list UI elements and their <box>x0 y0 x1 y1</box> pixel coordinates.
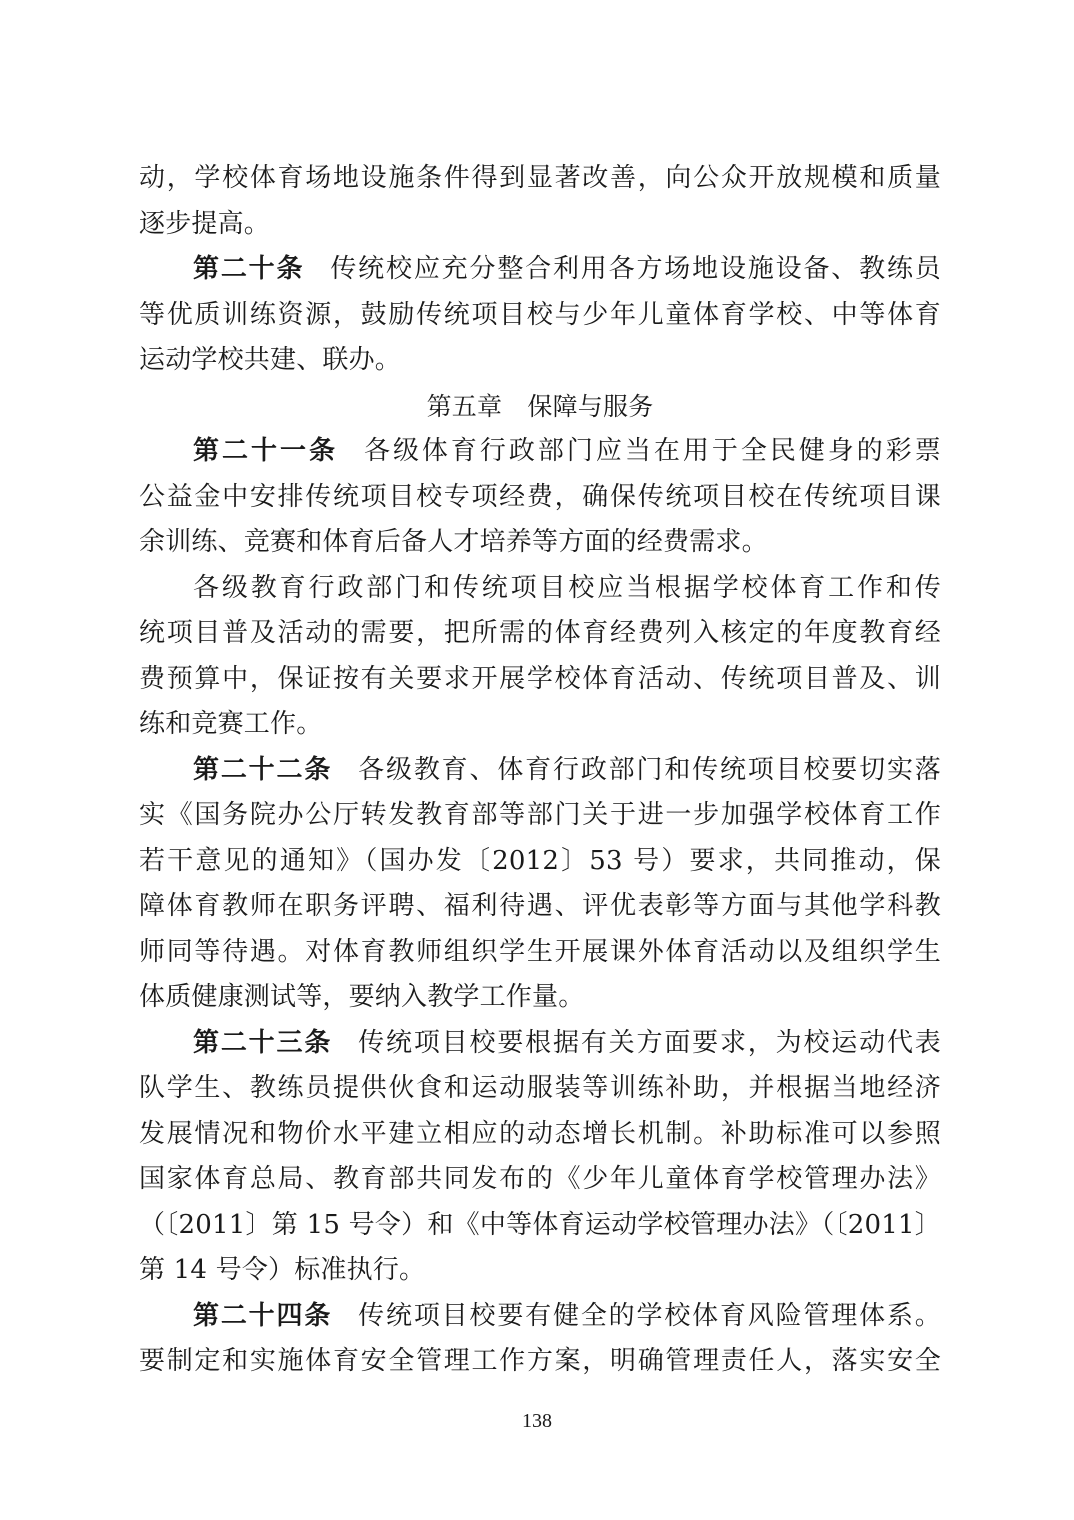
text-line: 统项目普及活动的需要，把所需的体育经费列入核定的年度教育经 <box>139 618 941 648</box>
text-line: 动，学校体育场地设施条件得到显著改善，向公众开放规模和质量 <box>139 163 941 193</box>
article-21 <box>139 429 941 566</box>
document-body <box>139 156 941 1385</box>
article-number: 第二十一条 <box>193 436 338 466</box>
text-line: 传统项目校要有健全的学校体育风险管理体系。 <box>358 1300 941 1331</box>
text-line: （〔2011〕第 15 号令）和《中等体育运动学校管理办法》（〔2011〕 <box>139 1209 941 1240</box>
text-line: 若干意见的通知》（国办发〔2012〕53 号）要求，共同推动，保 <box>139 845 941 876</box>
text-line: 发展情况和物价水平建立相应的动态增长机制。补助标准可以参照 <box>139 1118 941 1149</box>
text-line: 运动学校共建、联办。 <box>139 345 402 375</box>
text-line: 各级教育行政部门和传统项目校应当根据学校体育工作和传 <box>193 572 941 603</box>
text-line: 实《国务院办公厅转发教育部等部门关于进一步加强学校体育工作 <box>139 800 941 830</box>
paragraph-education-funding <box>139 566 941 748</box>
text-line: 传统项目校要根据有关方面要求，为校运动代表 <box>358 1027 941 1058</box>
article-number: 第二十三条 <box>193 1027 333 1058</box>
article-22 <box>139 748 941 1021</box>
text-line: 公益金中安排传统项目校专项经费，确保传统项目校在传统项目课 <box>139 481 941 512</box>
text-line: 体质健康测试等，要纳入教学工作量。 <box>139 982 585 1012</box>
text-line: 练和竞赛工作。 <box>139 709 323 739</box>
text-line: 各级教育、体育行政部门和传统项目校要切实落 <box>358 754 941 785</box>
text-line: 队学生、教练员提供伙食和运动服装等训练补助，并根据当地经济 <box>139 1073 941 1103</box>
article-number: 第二十条 <box>193 254 305 284</box>
text-line: 国家体育总局、教育部共同发布的《少年儿童体育学校管理办法》 <box>139 1164 941 1194</box>
article-20 <box>139 247 941 384</box>
page-number: 138 <box>522 1410 552 1432</box>
text-line: 传统校应充分整合利用各方场地设施设备、教练员 <box>330 254 941 284</box>
text-line: 余训练、竞赛和体育后备人才培养等方面的经费需求。 <box>139 527 768 557</box>
text-line: 费预算中，保证按有关要求开展学校体育活动、传统项目普及、训 <box>139 663 941 694</box>
text-line: 等优质训练资源，鼓励传统项目校与少年儿童体育学校、中等体育 <box>139 299 941 330</box>
paragraph-continuation <box>139 156 941 247</box>
text-line: 障体育教师在职务评聘、福利待遇、评优表彰等方面与其他学科教 <box>139 891 941 921</box>
text-line: 师同等待遇。对体育教师组织学生开展课外体育活动以及组织学生 <box>139 936 941 967</box>
text-line: 第 14 号令）标准执行。 <box>139 1255 426 1285</box>
article-23 <box>139 1021 941 1294</box>
chapter-heading: 第五章 保障与服务 <box>426 391 654 421</box>
text-line: 各级体育行政部门应当在用于全民健身的彩票 <box>363 436 941 466</box>
article-number: 第二十四条 <box>193 1300 333 1331</box>
article-24 <box>139 1294 941 1385</box>
text-line: 逐步提高。 <box>139 208 271 239</box>
text-line: 要制定和实施体育安全管理工作方案，明确管理责任人，落实安全 <box>139 1346 941 1376</box>
article-number: 第二十二条 <box>193 754 333 785</box>
